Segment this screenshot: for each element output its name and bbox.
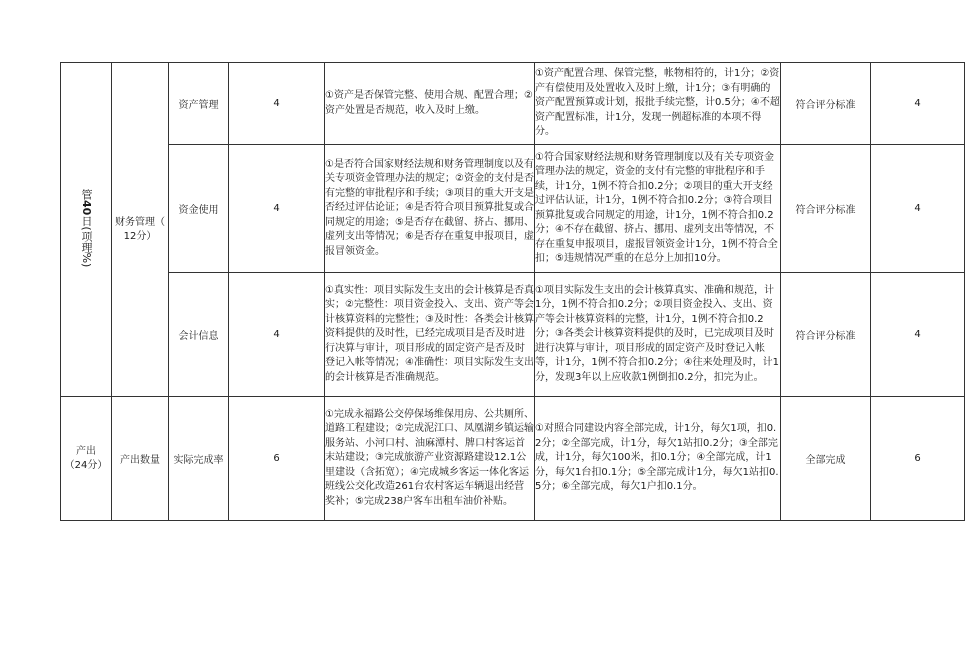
item-name: 资产管理 <box>169 63 229 145</box>
item-result: 符合评分标准 <box>781 63 871 145</box>
item-weight: 4 <box>229 63 325 145</box>
item-criteria: ①对照合同建设内容全部完成，计1分，每欠1项，扣0.2分；②全部完成，计1分，每欠1站扣0.2分；③全部完成，计1分，每欠100米，扣0.1分；④全部完成，计1分，每欠1台扣0.1分；⑤全部完成计1分，每欠1站扣0.5分；⑥全部完成，每欠1户扣0.1分。 <box>535 397 781 521</box>
item-content: ①真实性：项目实际发生支出的会计核算是否真实；②完整性：项目资金投入、支出、资产等会计核算资料的完整性；③及时性：各类会计核算资料提供的及时性，已经完成项目是否及时进行决算与审计，项目形成的固定资产是否及时登记入帐等情况；④准确性：项目实际发生支出的会计核算是否准确规范。 <box>325 273 535 397</box>
item-criteria: ①资产配置合理、保管完整，帐物相符的，计1分；②资产有偿使用及处置收入及时上缴，计1分；③有明确的资产配置预算或计划，报批手续完整，计0.5分；④不超资产配置标准，计1分，发现一例超标准的本项不得分。 <box>535 63 781 145</box>
table-row <box>61 63 965 145</box>
item-name: 会计信息 <box>169 273 229 397</box>
output-quantity-cell: 产出数量 <box>112 397 169 521</box>
section-management-cell <box>61 63 112 397</box>
item-score: 4 <box>871 273 965 397</box>
table-row <box>61 145 965 273</box>
item-content: ①资产是否保管完整、使用合规、配置合理；②资产处置是否规范，收入及时上缴。 <box>325 63 535 145</box>
item-score: 4 <box>871 145 965 273</box>
item-content: ①完成永福路公交停保场维保用房、公共厕所、道路工程建设；②完成泥江口、凤凰湖乡镇运输服务站、小河口村、油麻潭村、牌口村客运首末站建设；③完成旅游产业资源路建设12.1公里建设（含拓宽）；④完成城乡客运一体化客运班线公交化改造261台农村客运车辆退出经营奖补；⑤完成238户客车出租车油价补贴。 <box>325 397 535 521</box>
section-management-num: 40 <box>80 199 93 216</box>
table-row <box>61 273 965 397</box>
item-criteria: ①符合国家财经法规和财务管理制度以及有关专项资金管理办法的规定，资金的支付有完整的审批程序和手续，计1分，1例不符合扣0.2分；②项目的重大开支经过评估认证，计1分，1例不符合扣0.2分；③符合项目预算批复或合同规定的用途，计1分，1例不符合扣0.2分；④不存在截留、挤占、挪用、虚列支出等情况，不存在重复申报项目，虚报冒领资金计1分，1例不符合全扣；⑤违规情况严重的在总分上加扣10分。 <box>535 145 781 273</box>
item-name: 实际完成率 <box>169 397 229 521</box>
section-output-cell <box>61 397 112 521</box>
item-weight: 4 <box>229 145 325 273</box>
item-content: ①是否符合国家财经法规和财务管理制度以及有关专项资金管理办法的规定；②资金的支付是否有完整的审批程序和手续；③项目的重大开支是否经过评估论证；④是否符合项目预算批复或合同规定的用途；⑤是否存在截留、挤占、挪用、虚列支出等情况；⑥是否存在重复申报项目，虚报冒领资金。 <box>325 145 535 273</box>
item-weight: 6 <box>229 397 325 521</box>
section-management-post: 日(项理%) <box>80 215 93 268</box>
finance-management-cell <box>112 63 169 397</box>
item-result: 符合评分标准 <box>781 273 871 397</box>
item-result: 符合评分标准 <box>781 145 871 273</box>
finance-label: 财务管理（ <box>115 216 165 228</box>
output-score: （24分） <box>64 459 108 471</box>
section-management-pre: 管 <box>80 188 93 200</box>
output-label: 产出 <box>76 445 96 457</box>
item-weight: 4 <box>229 273 325 397</box>
item-score: 6 <box>871 397 965 521</box>
evaluation-table <box>60 62 965 521</box>
finance-score: 12分） <box>123 230 157 242</box>
item-name: 资金使用 <box>169 145 229 273</box>
item-criteria: ①项目实际发生支出的会计核算真实、准确和规范，计1分，1例不符合扣0.2分；②项目资金投入、支出、资产等会计核算资料的完整，计1分，1例不符合扣0.2分；③各类会计核算资料提供的及时，已完成项目及时进行决算与审计，项目形成的固定资产及时登记入帐等，计1分，1例不符合扣0.2分；④往来处理及时，计1分，发现3年以上应收款1例倒扣0.2分，扣完为止。 <box>535 273 781 397</box>
item-score: 4 <box>871 63 965 145</box>
table-row <box>61 397 965 521</box>
item-result: 全部完成 <box>781 397 871 521</box>
